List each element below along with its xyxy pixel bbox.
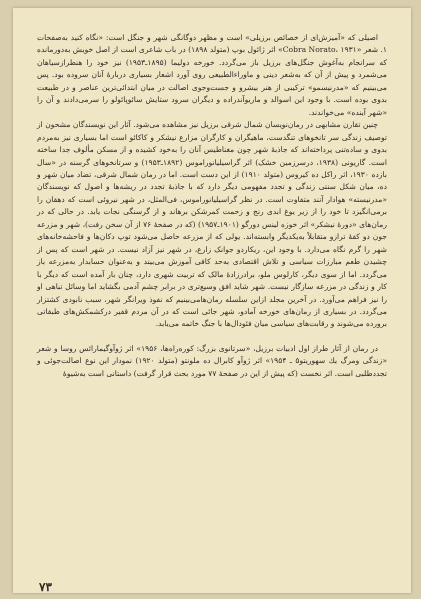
page-body xyxy=(37,32,387,580)
paragraph-1: اصیلی که «آمیزش‌ای از خصائص برزیلی» است و مظهر دوگانگی شهر و جنگل است: «نگاه کنید به‌صفحات ۱. شعر «Cobra Norato، ۱۹۳۱» اثر ژائول بوپ (متولد ۱۸۹۸) در باب شاعری است از اصل خویش به‌دورمانده که سرانجام به‌آغوش جنگل‌های برزیل باز می‌گردد. خورخه دولیما (۱۸۹۵ـ۱۹۵۳) نیز خود را هنطراز‌سیاهان می‌شمرد و پیش از آن که به‌شعر دینی و ماوراءالطبیعی روی آورد اشعار بسیاری دربارهٔ آنان سروده بود. پس می‌بینیم که «مدرنیسمو» ترکیبی از هنر بیشرو و جست‌وجوی اصالت در میان ابتدائی‌ترین عناصر و در طبیعت بدوی بوده است. با وجود این اسوالد و ماریو‌آندراده و دیگران سرود ستایش سائوپائولو را سرمی‌دادند و آن را «شهر آینده» می‌خواندند. xyxy=(37,33,388,117)
paragraph-3: در رمان از آثار طراز اول ادبیات برزیل، «سرتانوی بزرگ: کوره‌راه‌ها، ۱۹۵۶» اثر ژوآو‌گیمارائس روسا و شعر «زندگی ومرگ یك سهوریتو‌۵ ـ ۱۹۵۴» اثر ژوآو کابرال ده ملونتو (متولد ۱۹۲۰) نمودار این نوع اصالت‌جوئی و تجددطلبی است. اثر نخست (که پیش از این در صفحهٔ ۷۷ مورد بحث قرار گرفت) داستانی است به‌شیوهٔ xyxy=(37,343,387,378)
section-gap xyxy=(37,331,387,343)
page-number: ۷۳ xyxy=(39,580,52,594)
paragraph-2: چنین تقارن مشابهی در رمان‌نویسان شمال شرقی برزیل نیز مشاهده می‌شود. آثار این نویسندگان مشحون از توصیف زندگی سر تانخوهای تنگدست، ماهیگران و کارگران مزارع نیشکر و کاکائو است اما بسیاری نیز به‌مردم بدوی و ساده‌تنی پرداخته‌اند که جاذبهٔ شهر چون مغناطیس آنان را به‌خود کشیده و از مسکن مألوف جدا ساخته است. گاریونی (۱۹۳۸، درسرزمین خشک) اثر گراسیلیانوراموس (۱۸۹۲ـ۱۹۵۳) و سرتانخوهای گرسنه در «سال بازده ۱۹۳۰، اثر راکل ده کیروس (متولد ۱۹۱۰) از این دست است. اما در رمان شمال شرقی، تضاد میان شهر و ده، میان شکل سنتی زندگی و تجدد مفهومی دیگر دارد که با جاذبهٔ تجدد در ریشه‌ها و اصول که نویسندگان «مدرنیسته» هوادار آنند متفاوت است. در نظر گراسیلیانوراموس، فی‌المثل، در شهر نیروئی است که دهقان را برمی‌انگیزد تا خود را از زیر یوغ ابدی رنج و زحمت کمرشکن برهاند و از گرسنگی نجات یابد. در حالی که در رمان‌های «دورهٔ نیشکر» اثر خوزه لینس دورگو (۱۹۰۱ـ۱۹۵۷) (که در صفحهٔ ۷۶ از آن سخن رفت)، شهر و مزرعه جون دو کفهٔ ترازو متقابلاً به‌یکدیگر وابسته‌اند. یولی که از مزرعه حاصل می‌شود توپ دکان‌ها و فاحشه‌خانه‌های شهر را گرم نگاه می‌دارد. با وجود این، ریکاردو جوانک زارع، در شهر نیز آزاد نیست. در شهر است که پس از چشیدن طعم مبارزات سیاسی و تلاش اقتصادی به‌حد کافی آموزش می‌بیند و به‌عنوان حسابدار به‌مزرعه باز می‌گردد. اما از سوی دیگر، کارلوس ملو، برادرزادهٔ مالک که تربیت شهری دارد، چنان بار آمده است که دیگر با کار و زندگی در مزرعه سازگار نیست. شهر شاید افق وسیع‌تری در برابر چشم آدمی بگشاید اما وسائل تباهی او را نیز فراهم می‌آورد. در آخرین مجلد ازاین سلسله رمان‌هامی‌بینیم که نفوذ ویرانگر شهر، سبب نابودی کشتزار می‌گردد. در بسیاری از رمان‌های خورخه آمادو، شهر جائی است که در آن مردم قفیر درکشمکش‌های طبقاتی برورده می‌شوند و رقابت‌های سیاسی میان فئودال‌ها با جنگ خاتمه می‌یابد. xyxy=(37,120,387,329)
book-page xyxy=(13,8,411,593)
